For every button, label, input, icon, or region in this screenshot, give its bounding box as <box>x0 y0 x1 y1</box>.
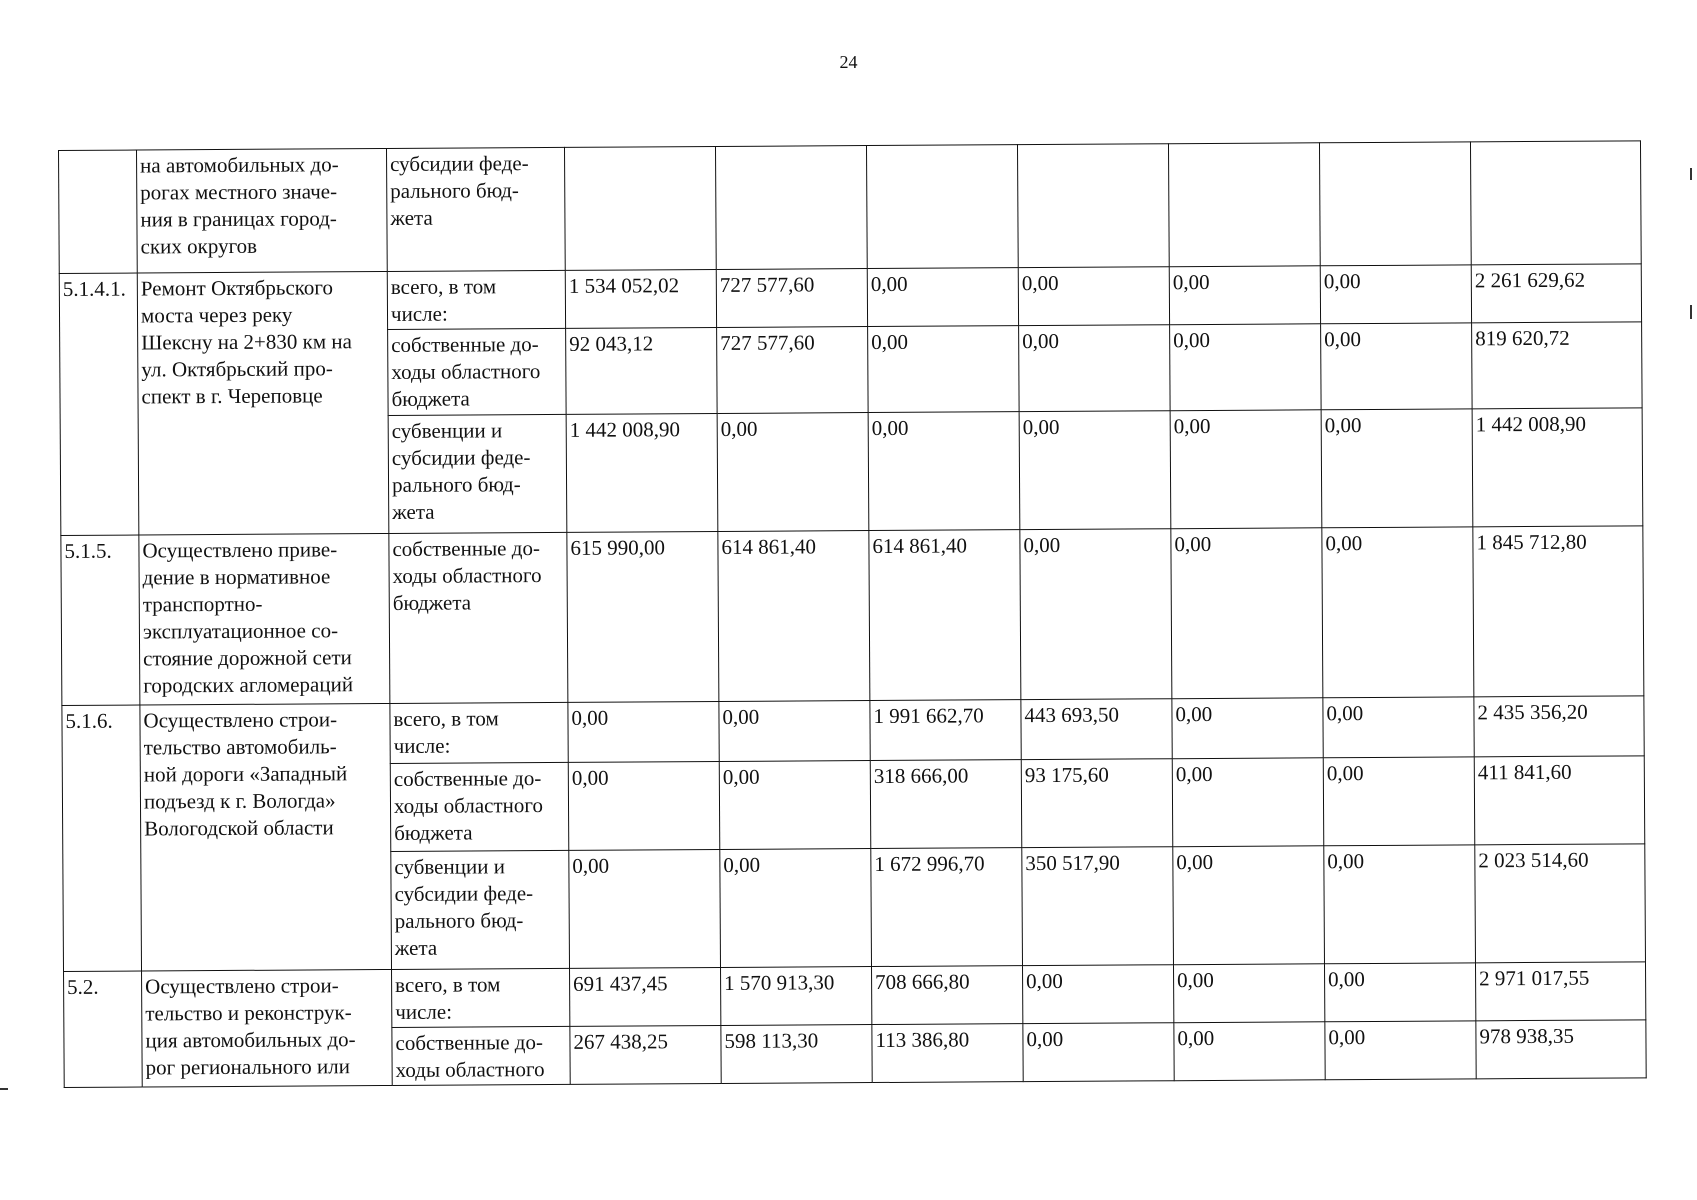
value-cell: 350 517,90 <box>1022 847 1174 966</box>
total-cell: 819 620,72 <box>1472 322 1643 409</box>
total-cell: 2 023 514,60 <box>1475 844 1646 963</box>
measure-name-cell: Осуществлено строи- тельство автомобиль- ной дороги «Западный подъезд к г. Вологда» Вологодской области <box>140 703 392 971</box>
scan-edge-mark <box>0 1088 8 1090</box>
value-cell: 0,00 <box>868 326 1020 413</box>
value-cell: 0,00 <box>1171 528 1323 699</box>
value-cell: 0,00 <box>1173 964 1324 1023</box>
row-number-cell <box>59 150 138 273</box>
value-cell: 727 577,60 <box>717 327 869 414</box>
total-cell: 1 845 712,80 <box>1473 526 1644 697</box>
measure-name-cell: на автомобильных до- рогах местного значе- ния в границах город- ских округов <box>137 148 388 273</box>
value-cell: 0,00 <box>1174 1022 1325 1081</box>
value-cell: 0,00 <box>568 761 720 850</box>
total-cell: 978 938,35 <box>1476 1020 1646 1079</box>
value-cell: 0,00 <box>568 701 719 762</box>
funding-source-cell: собственные до- ходы областного бюджета <box>388 328 567 415</box>
row-number-cell: 5.1.6. <box>62 705 142 971</box>
total-cell: 2 435 356,20 <box>1474 696 1644 757</box>
value-cell: 0,00 <box>1169 266 1320 325</box>
value-cell: 92 043,12 <box>566 327 718 414</box>
funding-source-cell: собственные до- ходы областного бюджета <box>390 762 569 851</box>
funding-source-cell: собственные до- ходы областного бюджета <box>389 532 568 703</box>
value-cell: 0,00 <box>1172 758 1324 847</box>
value-cell: 598 113,30 <box>721 1025 872 1084</box>
value-cell: 0,00 <box>720 849 872 968</box>
value-cell: 0,00 <box>719 701 870 762</box>
value-cell <box>564 146 716 270</box>
total-cell: 411 841,60 <box>1474 756 1645 845</box>
scan-edge-mark <box>1690 168 1692 180</box>
table-row <box>59 141 1642 274</box>
value-cell: 0,00 <box>1018 267 1169 326</box>
value-cell: 0,00 <box>717 413 869 532</box>
value-cell: 113 386,80 <box>872 1024 1023 1083</box>
value-cell: 0,00 <box>868 412 1020 531</box>
value-cell: 0,00 <box>1320 265 1471 324</box>
value-cell: 0,00 <box>1019 325 1171 412</box>
value-cell: 0,00 <box>1325 1021 1476 1080</box>
value-cell: 1 534 052,02 <box>565 269 716 328</box>
value-cell: 0,00 <box>1173 846 1325 965</box>
value-cell: 0,00 <box>1023 965 1174 1024</box>
value-cell: 1 570 913,30 <box>721 967 872 1026</box>
page-number: 24 <box>839 52 858 72</box>
value-cell: 0,00 <box>1170 324 1322 411</box>
value-cell: 1 442 008,90 <box>566 413 718 532</box>
table-row <box>64 962 1646 1030</box>
value-cell: 0,00 <box>1172 698 1323 759</box>
value-cell: 0,00 <box>1323 757 1475 846</box>
value-cell: 0,00 <box>1321 409 1473 528</box>
value-cell: 615 990,00 <box>567 531 719 702</box>
value-cell <box>1168 143 1320 267</box>
value-cell: 0,00 <box>719 761 871 850</box>
funding-source-cell: субвенции и субсидии феде- рального бюд- жета <box>391 850 570 969</box>
value-cell: 93 175,60 <box>1021 759 1173 848</box>
value-cell <box>715 146 867 270</box>
value-cell: 691 437,45 <box>570 967 721 1026</box>
total-cell: 2 971 017,55 <box>1475 962 1645 1021</box>
funding-source-cell: субвенции и субсидии феде- рального бюд- жета <box>388 414 567 533</box>
funding-source-cell: всего, в том числе: <box>390 702 568 763</box>
total-cell <box>1470 141 1641 265</box>
total-cell: 2 261 629,62 <box>1471 264 1641 323</box>
value-cell: 0,00 <box>867 268 1018 327</box>
value-cell: 1 991 662,70 <box>870 700 1021 761</box>
value-cell: 727 577,60 <box>716 269 867 328</box>
funding-source-cell: всего, в том числе: <box>392 968 570 1027</box>
value-cell <box>866 145 1018 269</box>
measure-name-cell: Ремонт Октябрьского моста через реку Шексну на 2+830 км на ул. Октябрьский про- спект в г. Череповце <box>137 271 389 535</box>
table-row <box>62 696 1644 766</box>
funding-source-cell: субсидии феде- рального бюд- жета <box>386 147 565 271</box>
table-row <box>61 526 1644 706</box>
value-cell: 0,00 <box>1324 845 1476 964</box>
value-cell <box>1319 142 1471 266</box>
scan-edge-mark <box>1690 305 1692 319</box>
total-cell: 1 442 008,90 <box>1472 408 1643 527</box>
row-number-cell: 5.1.5. <box>61 535 140 705</box>
table-row <box>59 264 1641 332</box>
value-cell: 0,00 <box>1322 527 1474 698</box>
funding-source-cell: всего, в том числе: <box>387 270 565 329</box>
value-cell: 0,00 <box>1324 963 1475 1022</box>
row-number-cell: 5.2. <box>64 971 143 1087</box>
value-cell: 318 666,00 <box>870 760 1022 849</box>
value-cell: 443 693,50 <box>1021 699 1172 760</box>
measure-name-cell: Осуществлено строи- тельство и реконструк- ция автомобильных до- рог регионального или <box>142 969 393 1087</box>
value-cell: 0,00 <box>1023 1023 1174 1082</box>
value-cell: 0,00 <box>1020 529 1172 700</box>
value-cell: 0,00 <box>1019 411 1171 530</box>
funding-source-cell: собственные до- ходы областного <box>392 1026 570 1085</box>
row-number-cell: 5.1.4.1. <box>59 273 139 535</box>
value-cell: 267 438,25 <box>570 1025 721 1084</box>
value-cell: 0,00 <box>1321 323 1473 410</box>
value-cell: 614 861,40 <box>869 530 1021 701</box>
value-cell: 0,00 <box>569 849 721 968</box>
budget-table <box>58 140 1647 1088</box>
value-cell <box>1017 144 1169 268</box>
value-cell: 0,00 <box>1323 697 1474 758</box>
value-cell: 1 672 996,70 <box>871 848 1023 967</box>
value-cell: 614 861,40 <box>718 531 870 702</box>
measure-name-cell: Осуществлено приве- дение в нормативное транспортно- эксплуатационное со- стояние дорожной сети городских агломераций <box>139 533 390 705</box>
value-cell: 708 666,80 <box>872 966 1023 1025</box>
value-cell: 0,00 <box>1170 410 1322 529</box>
budget-table-wrapper <box>58 140 1646 1088</box>
